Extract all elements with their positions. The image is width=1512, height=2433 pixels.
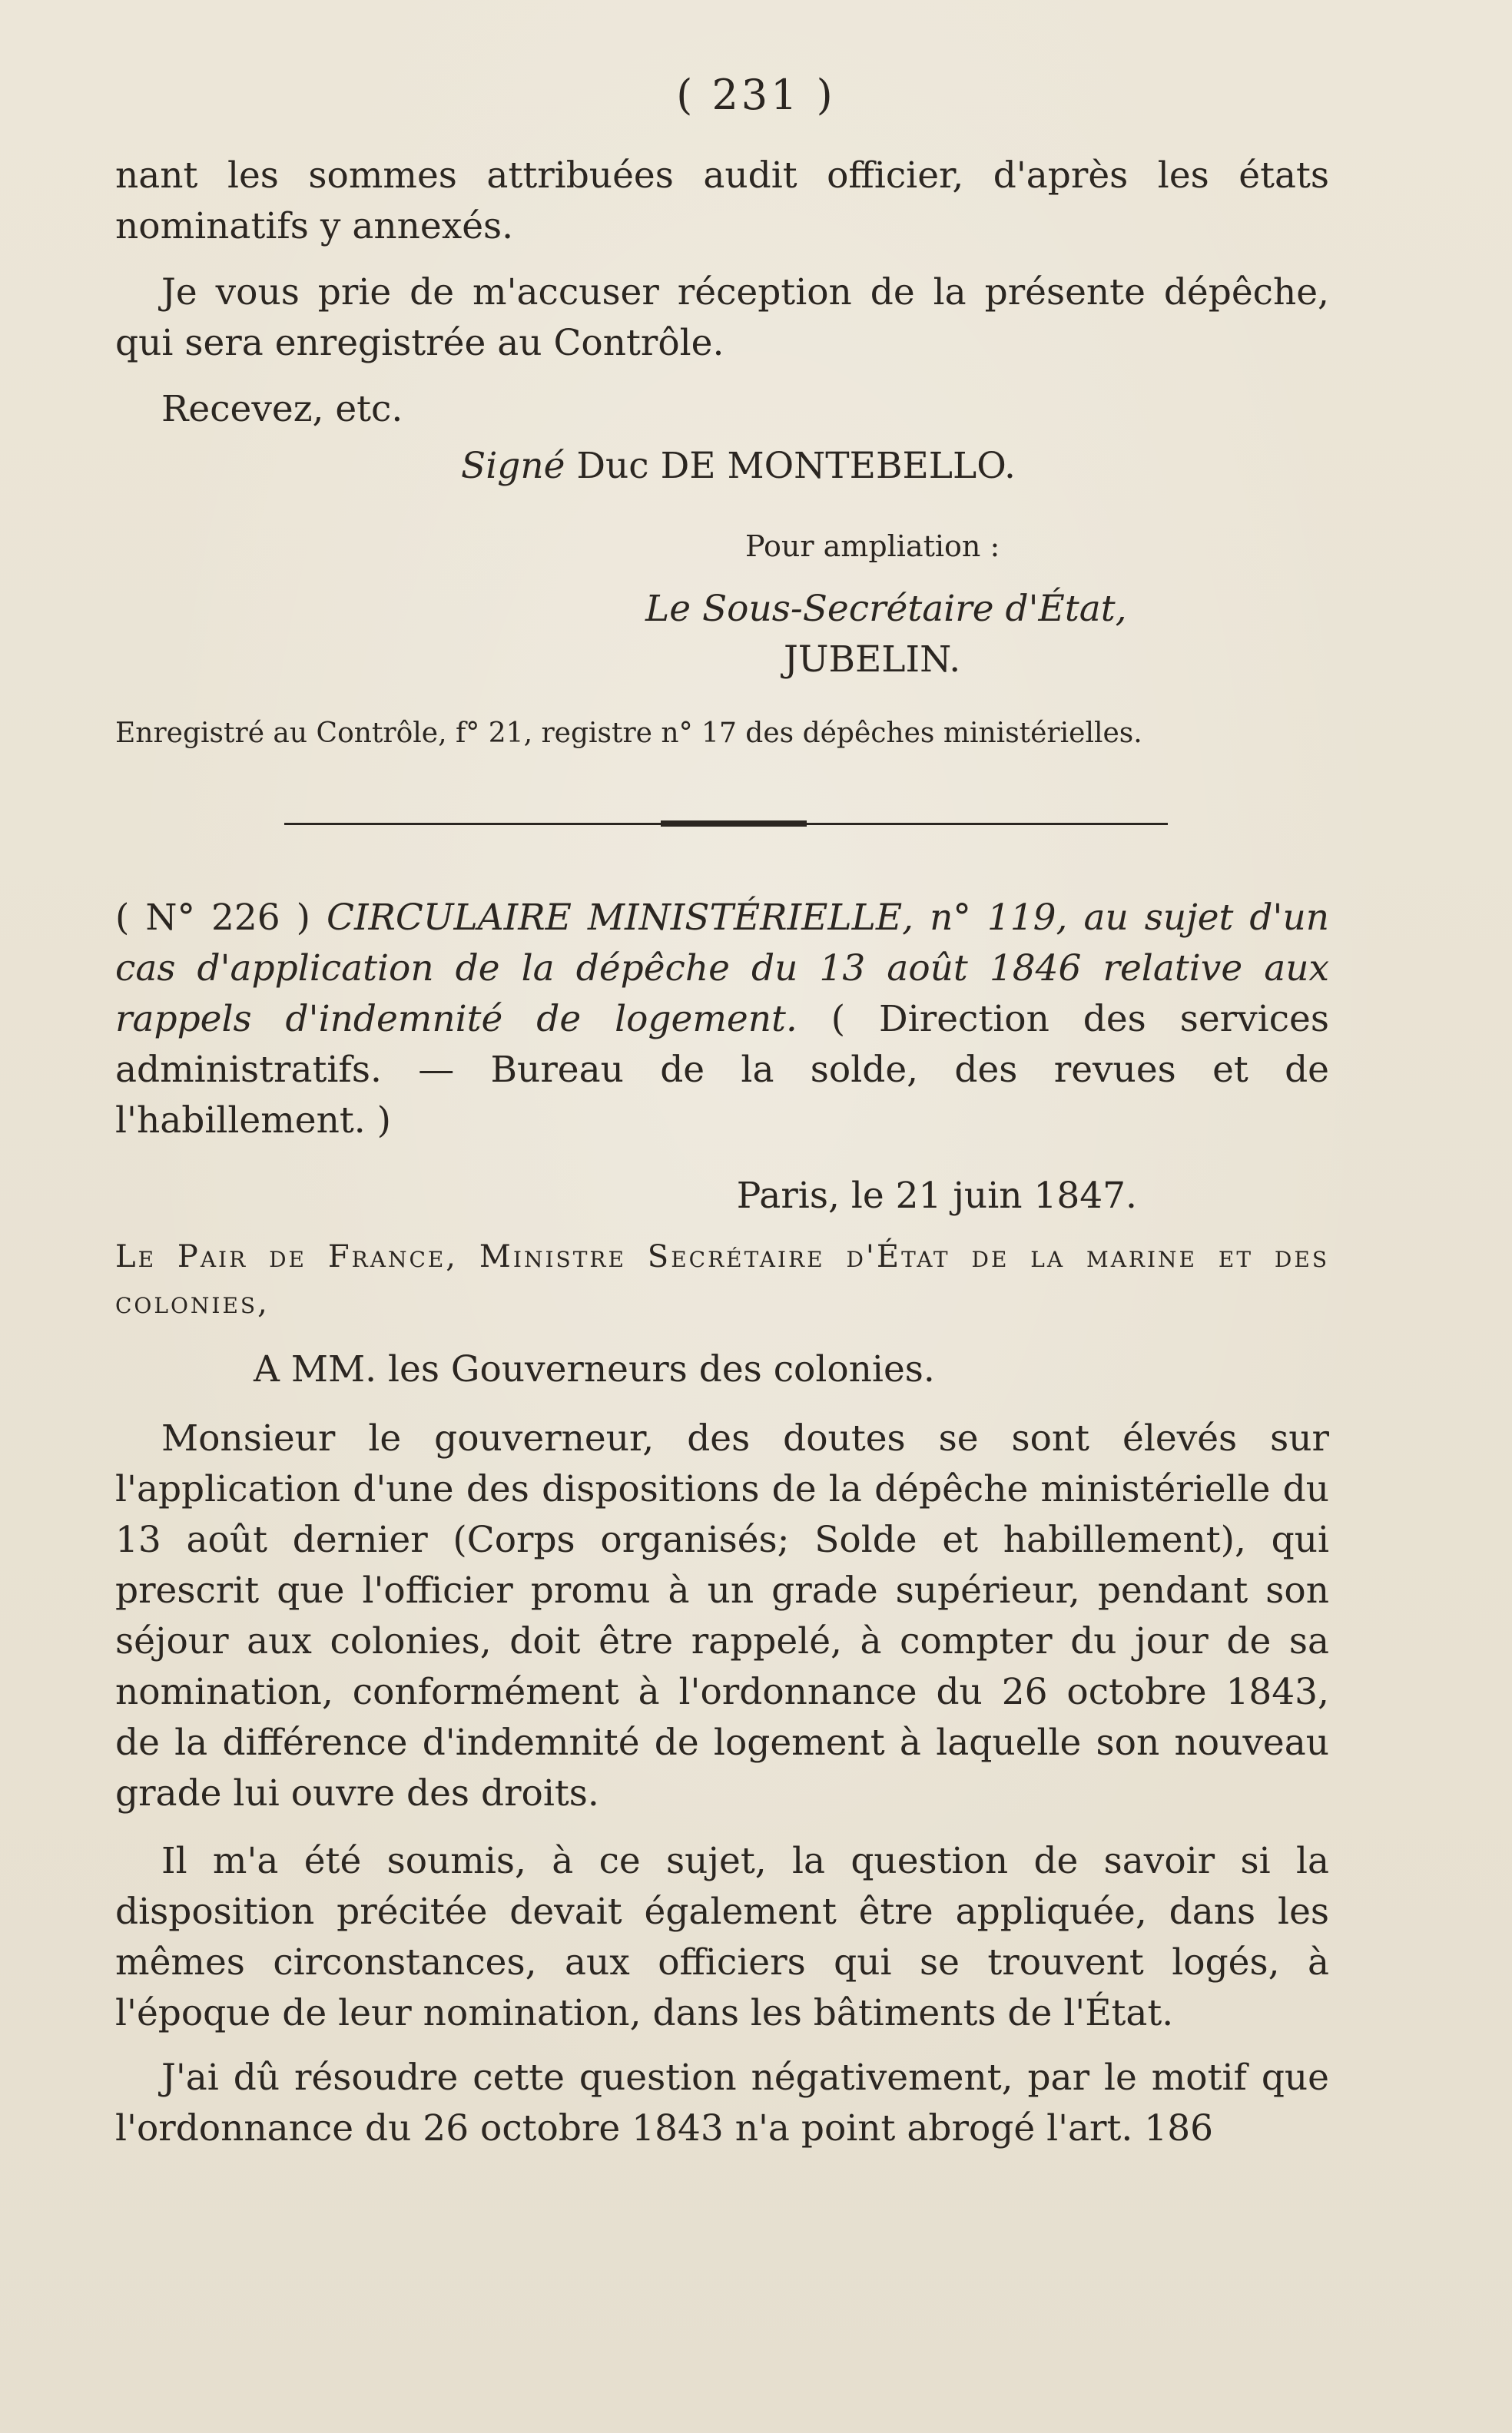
ampliation: Pour ampliation :: [745, 529, 1000, 563]
circular-number: ( N° 226 ): [115, 897, 310, 939]
page-number: ( 231 ): [676, 71, 836, 119]
body-paragraph-3: J'ai dû résoudre cette question négativement, par le motif que l'ordonnance du 26 octobre 1843 n'a point abrogé l'art. 186: [115, 2057, 1329, 2150]
enregistre-note: Enregistré au Contrôle, f° 21, registre n° 17 des dépêches ministérielles.: [115, 718, 1142, 749]
date-line: Paris, le 21 juin 1847.: [736, 1175, 1137, 1217]
signature-line: [461, 441, 1229, 492]
circular-direction: ( Direction des services administratifs. — Bureau de la solde, des revues et de l'habillement. ): [115, 998, 1329, 1142]
body-paragraph-1: Monsieur le gouverneur, des doutes se sont élevés sur l'application d'une des dispositions de la dépêche ministérielle du 13 août dernier (Corps organisés; Solde et habillement), qui prescrit que l'officier promu à un grade supérieur, pendant son séjour aux colonies, doit être rappelé, à compter du jour de sa nomination, conformément à l'ordonnance du 26 octobre 1843, de la différence d'indemnité de logement à laquelle son nouveau grade lui ouvre des droits.: [115, 1417, 1329, 1815]
sender-line: Le Pair de France, Ministre Secrétaire d'État de la marine et des colonies,: [115, 1239, 1329, 1321]
paragraph-reception: Je vous prie de m'accuser réception de la présente dépêche, qui sera enregistrée au Contrôle.: [115, 271, 1329, 364]
addressee-line: A MM. les Gouverneurs des colonies.: [254, 1348, 935, 1391]
section-rule-center: [661, 820, 807, 827]
salutation: Recevez, etc.: [161, 388, 403, 430]
body-paragraph-2: Il m'a été soumis, à ce sujet, la question de savoir si la disposition précitée devait également être appliquée, dans les mêmes circonstances, aux officiers qui se trouvent logés, à l'époque de leur nomination, dans les bâtiments de l'État.: [115, 1840, 1329, 2034]
signature-signe: Signé: [461, 445, 565, 487]
sous-secretaire-name: JUBELIN.: [784, 638, 961, 681]
paragraph-continuation: nant les sommes attribuées audit officier, d'après les états nominatifs y annexés.: [115, 154, 1329, 247]
circular-heading: [115, 893, 1329, 1146]
sous-secretaire-title: [645, 584, 1337, 635]
signature-name: Duc DE MONTEBELLO.: [576, 445, 1016, 487]
circular-title: CIRCULAIRE MINISTÉRIELLE, n° 119, au sujet d'un cas d'application de la dépêche du 13 août 1846 relative aux rappels d'indemnité de logement.: [115, 897, 1329, 1040]
sous-secretaire-text: Le Sous-Secrétaire d'État,: [645, 588, 1127, 630]
